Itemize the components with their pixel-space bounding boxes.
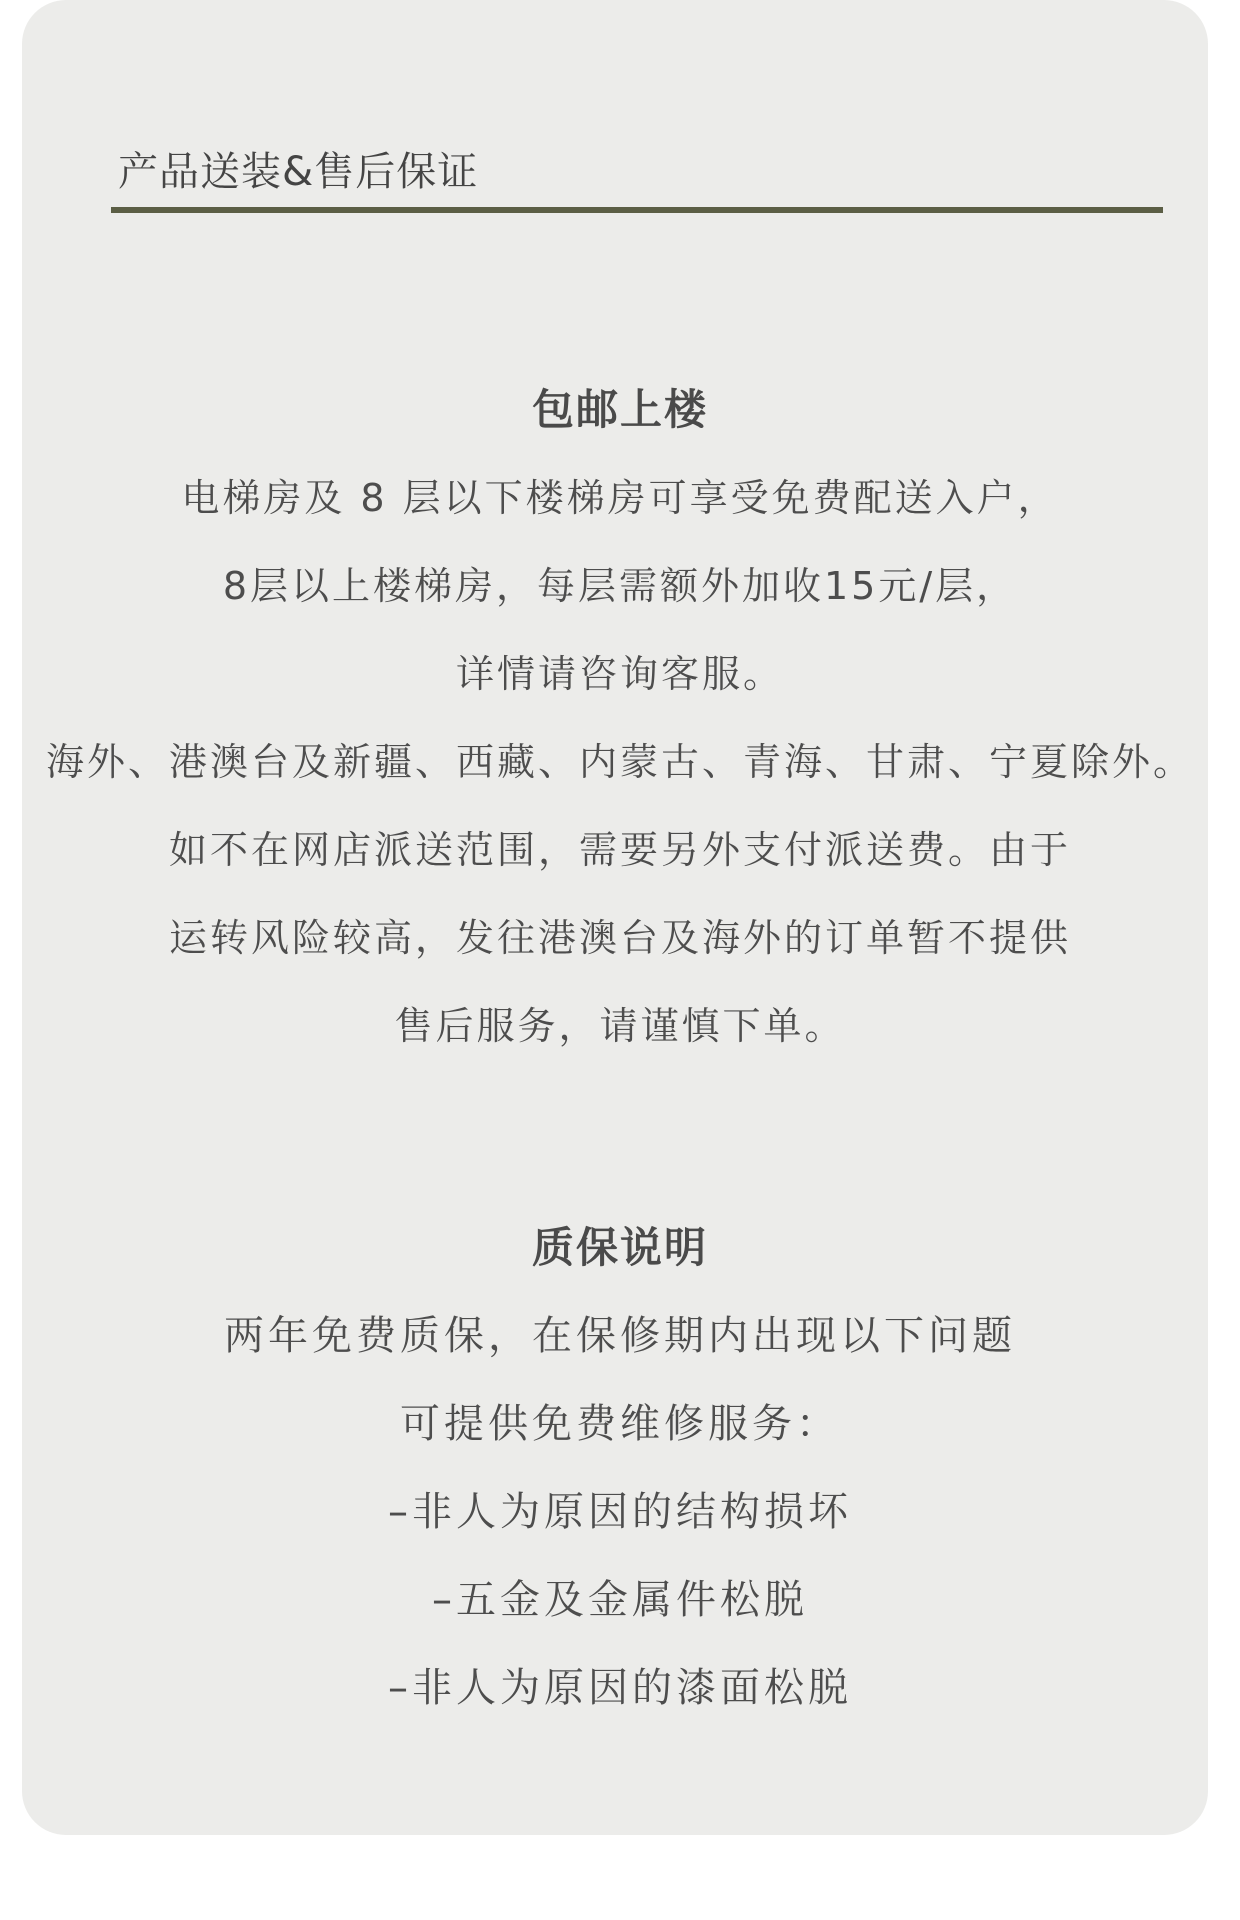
warranty-section [0,1218,1240,1732]
delivery-line: 运转风险较高，发往港澳台及海外的订单暂不提供 [168,916,1071,960]
delivery-line: 如不在网店派送范围，需要另外支付派送费。由于 [168,828,1071,872]
delivery-line: 8层以上楼梯房，每层需额外加收15元/层， [222,564,1018,608]
warranty-line: –非人为原因的漆面松脱 [388,1665,852,1711]
delivery-line: 海外、港澳台及新疆、西藏、内蒙古、青海、甘肃、宁夏除外。 [45,740,1194,784]
warranty-line: 两年免费质保，在保修期内出现以下问题 [224,1313,1016,1359]
warranty-line: –非人为原因的结构损坏 [388,1489,852,1535]
delivery-line: 详情请咨询客服。 [455,652,784,696]
warranty-line: –五金及金属件松脱 [432,1577,808,1623]
delivery-section [0,380,1240,1070]
section-title: 产品送装&售后保证 [118,149,479,195]
title-divider [111,207,1163,213]
delivery-line: 售后服务，请谨慎下单。 [394,1004,846,1048]
delivery-heading: 包邮上楼 [531,385,708,434]
warranty-line: 可提供免费维修服务： [400,1401,840,1447]
warranty-heading: 质保说明 [531,1223,708,1272]
delivery-line: 电梯房及 8 层以下楼梯房可享受免费配送入户， [181,476,1059,520]
